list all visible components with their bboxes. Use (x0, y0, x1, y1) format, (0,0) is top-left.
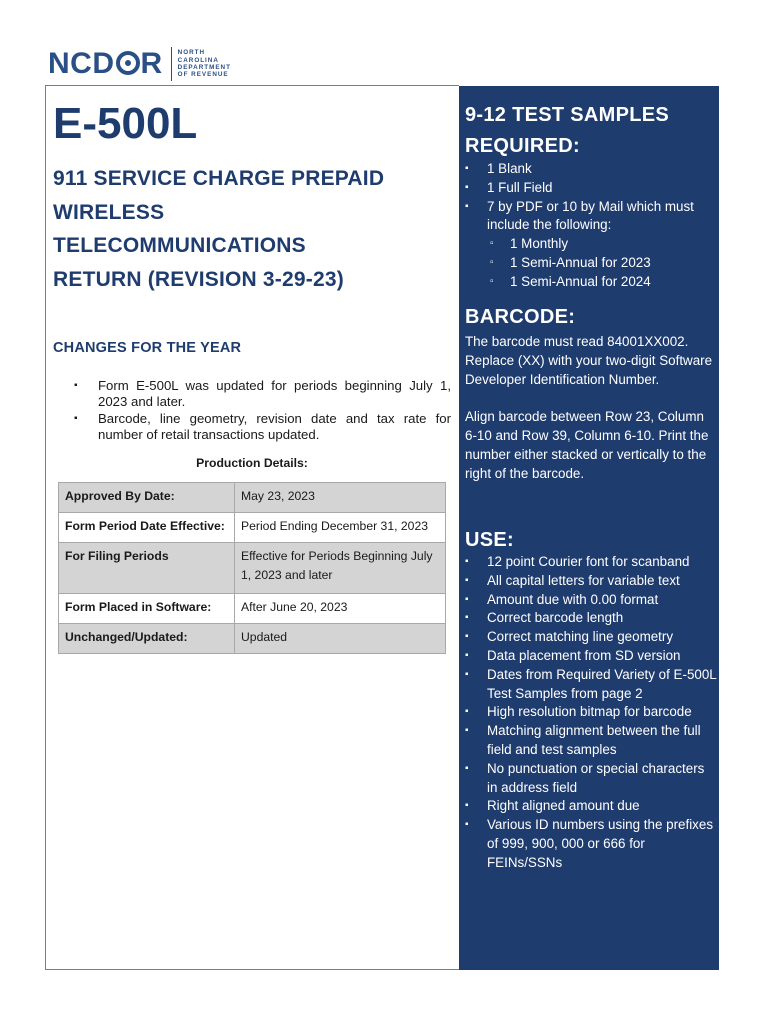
production-details-table (58, 482, 446, 654)
list-item: ▪ Right aligned amount due (465, 797, 717, 816)
form-title: 911 SERVICE CHARGE PREPAID WIRELESS TELECOMMUNICATIONS RETURN (REVISION 3-29-23) (53, 167, 385, 291)
barcode-paragraph-1: The barcode must read 84001XX002. Replace (XX) with your two-digit Software Developer Identification Number. (465, 334, 713, 387)
table-row: Approved By Date: May 23, 2023 (59, 483, 446, 513)
list-item: ▫ 1 Semi-Annual for 2023 (465, 254, 717, 273)
barcode-section (465, 302, 717, 484)
test-samples-sublist (465, 235, 717, 291)
list-item: ▪ No punctuation or special characters in address field (465, 760, 717, 798)
list-item: ▪ Correct matching line geometry (465, 628, 717, 647)
barcode-heading: BARCODE: (465, 306, 576, 328)
use-heading: USE: (465, 529, 514, 551)
list-item: ▪ Dates from Required Variety of E-500L Test Samples from page 2 (465, 666, 717, 704)
list-item: ▪ Barcode, line geometry, revision date and tax rate for number of retail transactions updated. (53, 411, 451, 444)
list-item: ▪ Matching alignment between the full field and test samples (465, 722, 717, 760)
list-item: ▪ All capital letters for variable text (465, 572, 717, 591)
logo-divider (171, 47, 172, 81)
list-item: ▪ Correct barcode length (465, 609, 717, 628)
list-item: ▪ 12 point Courier font for scanband (465, 553, 717, 572)
list-item: ▪ Various ID numbers using the prefixes of 999, 900, 000 or 666 for FEINs/SSNs (465, 816, 717, 872)
table-row: Form Placed in Software: After June 20, 2023 (59, 594, 446, 624)
list-item: ▫ 1 Semi-Annual for 2024 (465, 273, 717, 292)
table-row: For Filing Periods Effective for Periods Beginning July 1, 2023 and later (59, 543, 446, 594)
production-details-title: Production Details: (196, 456, 308, 470)
list-item: ▪ Form E-500L was updated for periods beginning July 1, 2023 and later. (53, 378, 451, 411)
sidebar (459, 86, 719, 970)
table-row: Form Period Date Effective: Period Ending December 31, 2023 (59, 513, 446, 543)
list-item: ▫ 1 Monthly (465, 235, 717, 254)
main-column (53, 86, 451, 644)
changes-list (53, 378, 451, 443)
logo-subtext: NORTH CAROLINA DEPARTMENT OF REVENUE (177, 49, 231, 79)
list-item: ▪ Amount due with 0.00 format (465, 591, 717, 610)
test-samples-list (465, 160, 717, 235)
logo-wordmark: NCD R (48, 47, 163, 80)
test-samples-section (465, 100, 717, 292)
table-row: Unchanged/Updated: Updated (59, 624, 446, 654)
barcode-paragraph-2: Align barcode between Row 23, Column 6-10 and Row 39, Column 6-10. Print the number either stacked or vertically to the right of the barcode. (465, 409, 709, 481)
list-item: ▪ 1 Blank (465, 160, 717, 179)
changes-heading: CHANGES FOR THE YEAR (53, 340, 242, 356)
list-item: ▪ 1 Full Field (465, 179, 717, 198)
list-item: ▪ High resolution bitmap for barcode (465, 703, 717, 722)
use-section (465, 525, 717, 873)
list-item: ▪ 7 by PDF or 10 by Mail which must include the following: (465, 198, 717, 236)
test-samples-heading: 9-12 TEST SAMPLES REQUIRED: (465, 104, 670, 157)
ncdor-logo (48, 44, 231, 84)
form-id: E-500L (53, 99, 198, 148)
list-item: ▪ Data placement from SD version (465, 647, 717, 666)
use-list (465, 553, 717, 873)
